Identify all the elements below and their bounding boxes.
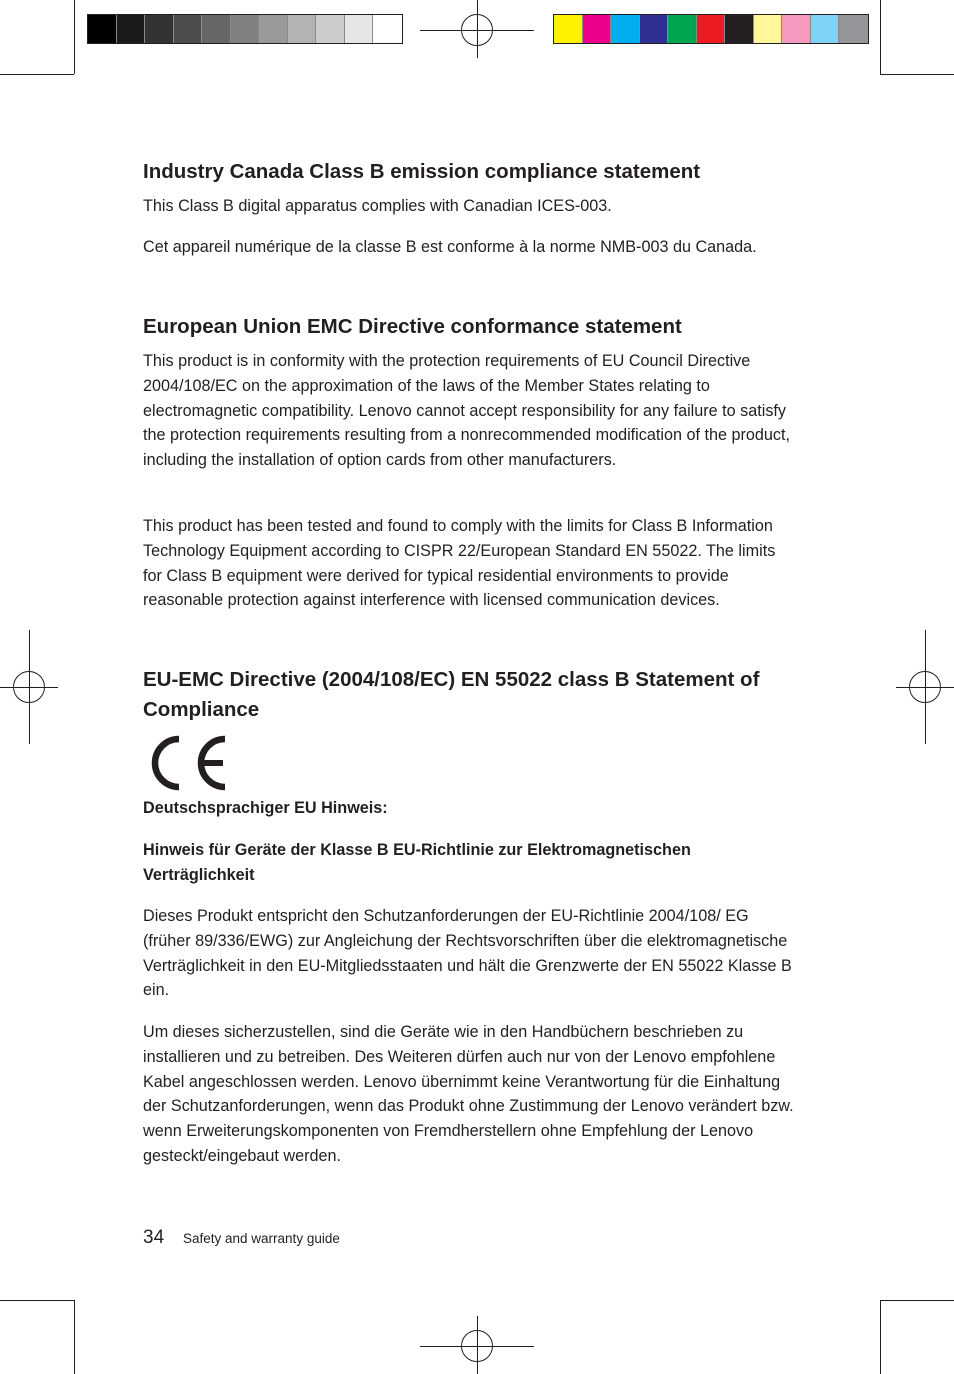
footer-guide-title: Safety and warranty guide (183, 1231, 340, 1246)
grayscale-swatch (88, 15, 117, 43)
german-label: Deutschsprachiger EU Hinweis: (143, 799, 388, 817)
process-color-swatch (782, 15, 811, 43)
grayscale-swatch (373, 15, 402, 43)
canada-para-french: Cet appareil numérique de la classe B est conforme à la norme NMB-003 du Canada. (143, 238, 757, 256)
process-color-swatch (725, 15, 754, 43)
canada-para-english: This Class B digital apparatus complies with Canadian ICES-003. (143, 197, 612, 215)
process-color-bar (553, 14, 869, 44)
grayscale-swatch (316, 15, 345, 43)
eu-directive-heading: EU-EMC Directive (2004/108/EC) EN 55022 class B Statement of Compliance (143, 668, 760, 721)
process-color-swatch (754, 15, 783, 43)
grayscale-swatch (345, 15, 374, 43)
grayscale-swatch (259, 15, 288, 43)
eu-emc-para-2: This product has been tested and found to comply with the limits for Class B Information Technology Equipment according to CISPR 22/European Standard EN 55022. The limits for Class B equipment were derived for typical residential environments to provide reasonable protection against interference with licensed communication devices. (143, 517, 776, 610)
ce-mark-icon (143, 733, 229, 793)
grayscale-swatch (202, 15, 231, 43)
grayscale-swatch (174, 15, 203, 43)
process-color-swatch (611, 15, 640, 43)
eu-emc-para-1: This product is in conformity with the protection requirements of EU Council Directive 2004/108/EC on the approximation of the laws of the Member States relating to electromagnetic compatibility. Lenovo cannot accept responsibility for any failure to satisfy the protection requirements resulting from a nonrecommended modification of the product, including the installation of option cards from other manufacturers. (143, 352, 790, 470)
grayscale-swatch (288, 15, 317, 43)
process-color-swatch (640, 15, 669, 43)
grayscale-color-bar (87, 14, 403, 44)
german-subheading: Hinweis für Geräte der Klasse B EU-Richtlinie zur Elektromagnetischen Verträglichkeit (143, 841, 691, 884)
process-color-swatch (554, 15, 583, 43)
process-color-swatch (697, 15, 726, 43)
process-color-swatch (668, 15, 697, 43)
german-para-1: Dieses Produkt entspricht den Schutzanforderungen der EU-Richtlinie 2004/108/ EG (früher 89/336/EWG) zur Angleichung der Rechtsvorschriften über die elektromagnetische Verträglichkeit in den EU-Mitgliedsstaaten und hält die Grenzwerte der EN 55022 Klasse B ein. (143, 907, 792, 1000)
eu-emc-heading: European Union EMC Directive conformance statement (143, 315, 682, 338)
process-color-swatch (839, 15, 868, 43)
grayscale-swatch (117, 15, 146, 43)
canada-heading: Industry Canada Class B emission compliance statement (143, 160, 701, 183)
page-number: 34 (143, 1227, 165, 1248)
process-color-swatch (811, 15, 840, 43)
grayscale-swatch (231, 15, 260, 43)
grayscale-swatch (145, 15, 174, 43)
process-color-swatch (583, 15, 612, 43)
german-para-2: Um dieses sicherzustellen, sind die Geräte wie in den Handbüchern beschrieben zu installieren und zu betreiben. Des Weiteren dürfen auch nur von der Lenovo empfohlene Kabel angeschlossen werden. Lenovo übernimmt keine Verantwortung für die Einhaltung der Schutzanforderungen, wenn das Produkt ohne Zustimmung der Lenovo verändert bzw. wenn Erweiterungskomponenten von Fremdherstellern ohne Empfehlung der Lenovo gesteckt/eingebaut werden. (143, 1023, 794, 1165)
